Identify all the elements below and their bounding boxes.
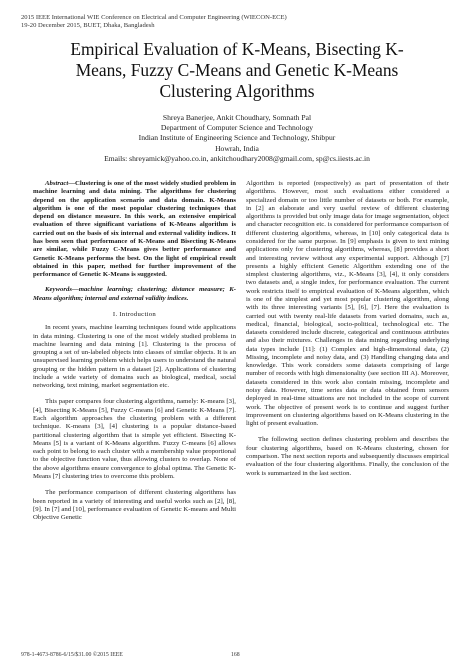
isbn-copyright: 978-1-4673-8786-6/15/$31.00 ©2015 IEEE: [21, 652, 123, 658]
author-block: [20, 113, 454, 164]
title-line-1: Empirical Evaluation of K-Means, Bisecting K-: [70, 39, 404, 59]
conference-line-2: 19-20 December 2015, BUET, Dhaka, Bangladesh: [21, 22, 155, 29]
author-emails: Emails: shreyamick@yahoo.co.in, ankitchoudhary2008@gmail.com, sp@cs.iiests.ac.in: [104, 153, 370, 163]
title-line-2: Means, Fuzzy C-Means and Genetic K-Means: [75, 60, 399, 80]
title-line-3: Clustering Algorithms: [159, 81, 315, 101]
abstract-label: Abstract: [45, 180, 69, 187]
author-names: Shreya Banerjee, Ankit Choudhary, Somnath Pal: [162, 113, 312, 122]
author-institute: Indian Institute of Engineering Science and Technology, Shibpur: [138, 133, 336, 143]
right-column: [246, 180, 449, 478]
abstract-text: —Clustering is one of the most widely studied problem in machine learning and data mining. The algorithms for clustering depend on the application scenario and data domain. K-Means algorithm is one of the most popular clustering techniques that depend on distance measure. In this work, an extensive empirical evaluation of three significant variations of K-Means algorithm is carried out on the basis of six internal and external validity indices. It has been seen that performance of K-Means and Bisecting K-Means are similar, while Fuzzy C-Means gives better performance and Genetic K-Means performs the best. On the light of empirical result obtained in this paper, method for further improvement of the performance of Genetic K-Means is suggested.: [33, 180, 236, 279]
abstract: [33, 180, 236, 279]
intro-paragraph-3-continued: Algorithm is reported (respectively) as part of presentation of their algorithms. However, most such evaluations either considered a specialized domain or too little number of datasets or both. For example, in [2] an elaborate and very useful review of different clustering algorithms is provided but only image data for image segmentation, object and character recognition etc. is considered for performance comparison of different clustering algorithms, whereas, in [10] only categorical data is considered for the same purpose. In [9] emphasis is given to text mining applications only for clustering algorithms, whereas, [8] provides a short and interesting review without any experimental support. Although [7] presents a highly efficient Genetic Algorithm extending one of the simplest clustering algorithms, viz., K-Means [3], [4], it only considers two datasets and, a single index, for performance evaluation. The current work restricts itself to empirical evaluation of K-Means algorithm, which is one of the simplest and yet most popular clustering algorithm, along with its three interesting variants [5], [6], [7]. Here the evaluation is carried out with twenty real-life datasets from varied domains, such as, medical, financial, biological, socio-political, technological etc. The datasets considered include discrete, categorical and continuous attributes and also their mixtures. Challenges in data mining regarding underlying data types include [11]: (1) Complex and high-dimensional data, (2) Missing, incomplete and noisy data, and (3) Handling changing data and knowledge. This work considers some datasets comprising of large number of records with high dimensionality (see section III A). Moreover, datasets considered in this work also contain missing, incomplete and noisy data. However, time series data or data obtained from sensors deployed in real-time situations are not included in the scope of current work. The objective of present work is to continue and suggest further improvement on clustering algorithms based on K-Means clustering in the light of present evaluation.: [246, 180, 449, 428]
intro-paragraph-4: The following section defines clustering problem and describes the four clustering algorithms, based on K-Means clustering, chosen for comparison. The next section reports and subsequently discusses empirical evaluation of the four clustering algorithms. Finally, the conclusion of the work is summarized in the last section.: [246, 436, 449, 477]
author-department: Department of Computer Science and Technology: [160, 123, 314, 133]
section-heading-introduction: I. Introduction: [112, 310, 157, 318]
intro-paragraph-3: The performance comparison of different clustering algorithms has been reported in a variety of interesting and useful works such as [2], [8], [9]. In [7] and [10], performance evaluation of Genetic K-means and Multi Objective Genetic: [33, 489, 236, 522]
paper-title: [20, 39, 454, 102]
intro-paragraph-2: This paper compares four clustering algorithms, namely: K-means [3], [4], Bisecting K-Means [5], Fuzzy C-means [6] and Genetic K-Means [7]. Each algorithm approaches the clustering problem with a different technique. K-means [3], [4] clustering is a popular distance-based partitional clustering algorithm that is simple yet efficient. Bisecting K-Means [5] is a variant of K-Means algorithm. Fuzzy C-means [6] allows each point to belong to each cluster with a membership value proportional to the objective function value, thus allowing clusters to overlap. None of the above algorithms ensure convergence to global optima. The Genetic K-Means [7] clustering tries to overcome this problem.: [33, 398, 236, 480]
conference-line-1: 2015 IEEE International WIE Conference on Electrical and Computer Engineering (WIECON-ECE): [21, 14, 287, 21]
page-number: 168: [231, 652, 240, 658]
keywords: Keywords—machine learning; clustering; distance measure; K-Means algorithm; internal and external validity indices.: [33, 286, 236, 302]
intro-paragraph-1: In recent years, machine learning techniques found wide applications in data mining. Clustering is one of the most widely studied problems in machine learning and data mining [1]. Clustering is the process of grouping a set of un-labeled objects into classes of similar objects. It is an unsupervised learning problem which helps users to understand the natural grouping or the hidden pattern in a dataset [2]. Applications of clustering include a wide variety of domains such as biological, medical, social networking, text mining, market segmentation etc.: [33, 324, 236, 390]
author-city: Howrah, India: [215, 143, 259, 153]
left-column: [33, 180, 236, 522]
conference-header: [21, 14, 287, 30]
